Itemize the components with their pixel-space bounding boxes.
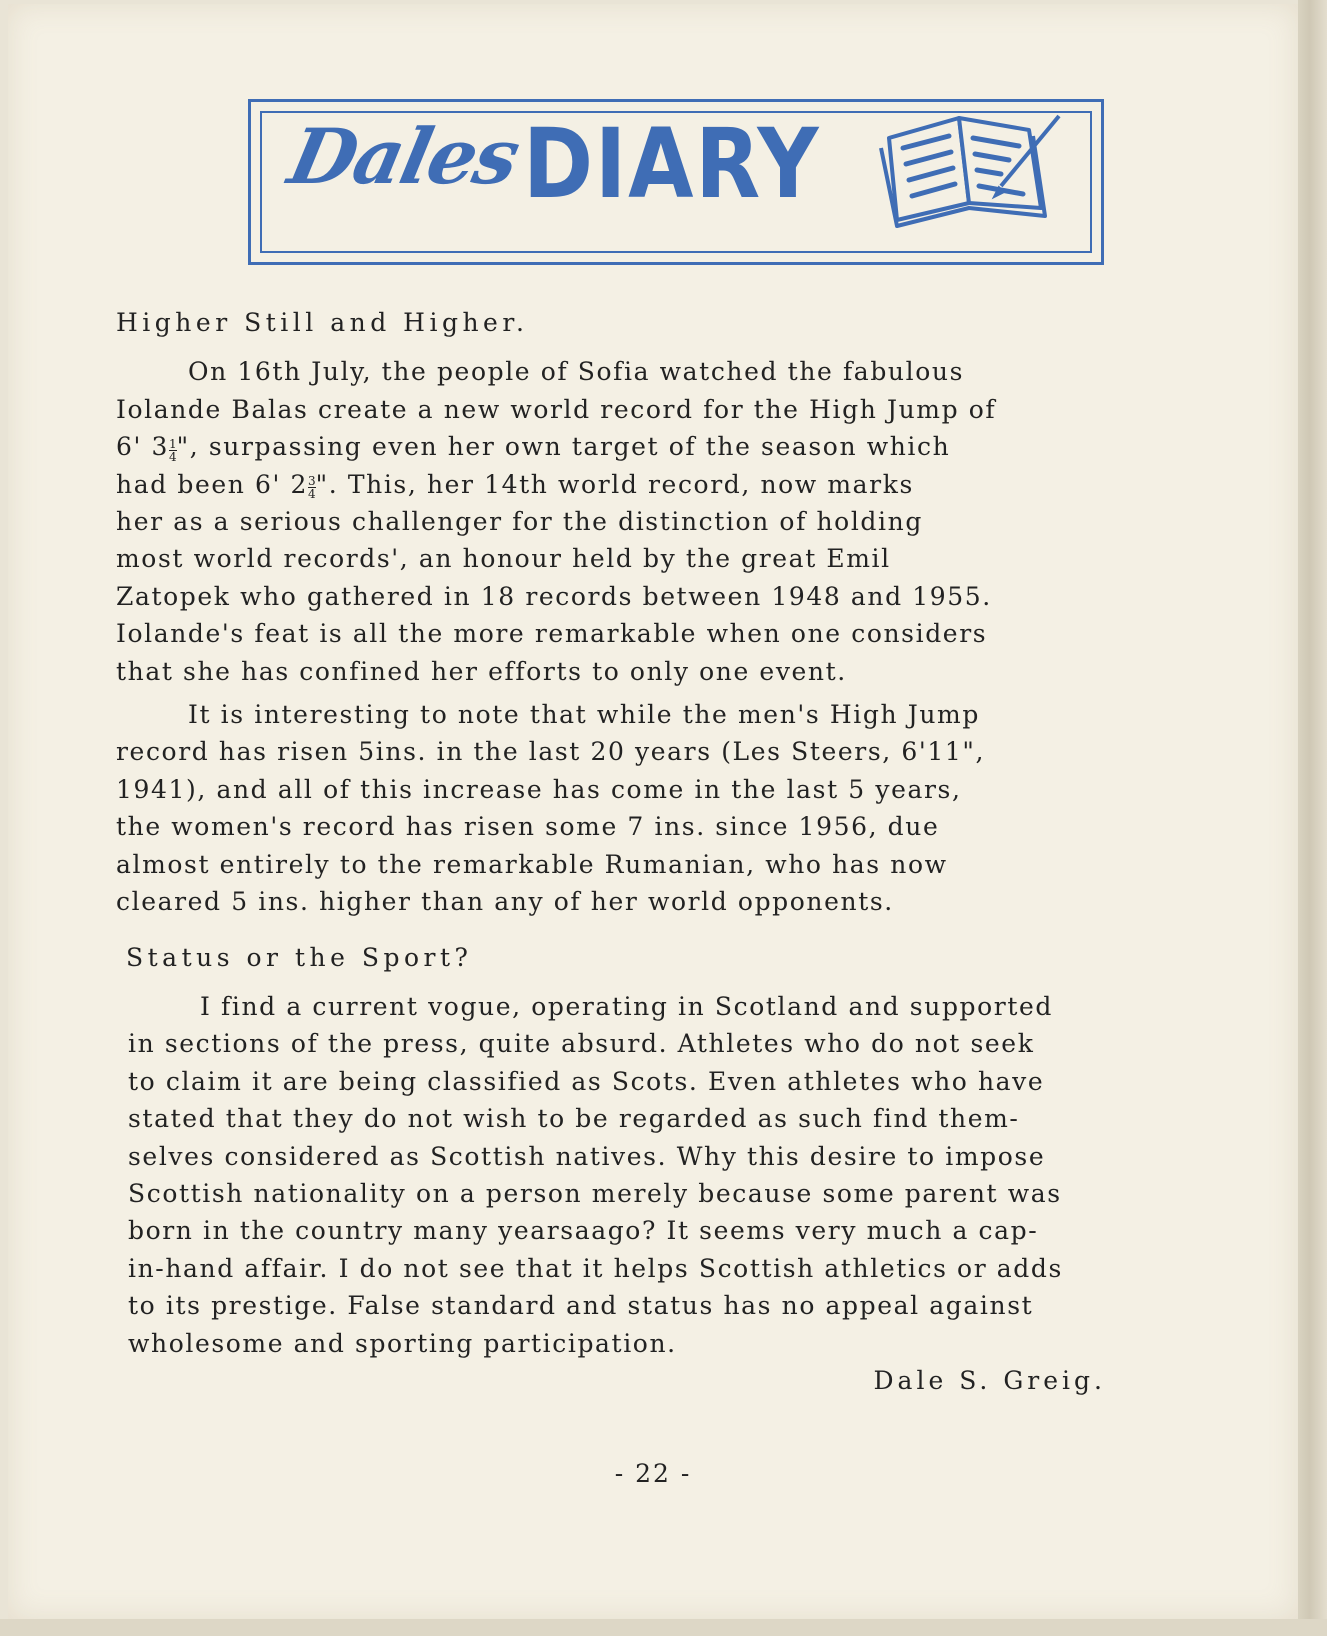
open-book-with-pen-icon [869, 108, 1069, 236]
text-line: selves considered as Scottish natives. Why this desire to impose [128, 1141, 1046, 1171]
text-line: It is interesting to note that while the men's High Jump [188, 700, 980, 730]
text-line: I find a current vogue, operating in Scotland and supported [200, 991, 1053, 1021]
fraction-numerator: 3 [308, 474, 316, 489]
text-line: to its prestige. False standard and status has no appeal against [128, 1291, 1034, 1321]
fraction-numerator: 1 [169, 436, 177, 451]
text-line: On 16th July, the people of Sofia watched the fabulous [188, 357, 964, 387]
text-fragment: ". This, her 14th world record, now marks [315, 469, 914, 499]
text-line: that she has confined her efforts to only one event. [116, 656, 847, 686]
text-line: to claim it are being classified as Scots. Even athletes who have [128, 1066, 1045, 1096]
text-line: Scottish nationality on a person merely because some parent was [128, 1178, 1062, 1208]
text-line: wholesome and sporting participation. [128, 1328, 677, 1358]
text-line: record has risen 5ins. in the last 20 years (Les Steers, 6'11", [116, 737, 985, 767]
paragraph-scottish-nationality [116, 988, 1176, 1399]
author-signature: Dale S. Greig. [873, 1365, 1106, 1395]
dales-diary-banner [248, 99, 1104, 265]
article-body [116, 304, 1176, 1405]
text-fragment: had been 6' 2 [116, 469, 309, 499]
text-line: the women's record has risen some 7 ins. since 1956, due [116, 812, 940, 842]
text-fragment: 6' 3 [116, 432, 170, 462]
text-line: Iolande's feat is all the more remarkable when one considers [116, 619, 988, 649]
text-line: stated that they do not wish to be regarded as such find them- [128, 1104, 1020, 1134]
text-line: Zatopek who gathered in 18 records between 1948 and 1955. [116, 581, 992, 611]
logo-script-text: Dales [281, 112, 526, 201]
text-line: 1941), and all of this increase has come in the last 5 years, [116, 774, 962, 804]
section-heading-status: Status or the Sport? [126, 942, 473, 972]
text-line: in sections of the press, quite absurd. Athletes who do not seek [128, 1029, 1035, 1059]
text-line: born in the country many yearsaago? It seems very much a cap- [128, 1216, 1039, 1246]
text-line [116, 428, 1176, 465]
logo-block-text: DIARY [523, 108, 821, 220]
text-line: her as a serious challenger for the distinction of holding [116, 507, 923, 537]
fraction-denominator: 4 [169, 449, 177, 464]
fraction-denominator: 4 [308, 487, 316, 502]
paragraph-high-jump-comparison [116, 696, 1176, 920]
fraction [308, 475, 316, 500]
section-heading-higher: Higher Still and Higher. [116, 308, 529, 337]
text-line: cleared 5 ins. higher than any of her world opponents. [116, 887, 894, 917]
page-sheet [8, 4, 1298, 1619]
page-number: - 22 - [614, 1459, 692, 1488]
text-line: Iolande Balas create a new world record for the High Jump of [116, 394, 997, 424]
stacked-page-edge [1298, 0, 1327, 1636]
fraction [169, 438, 177, 463]
page-bottom-edge [0, 1619, 1327, 1636]
text-line: almost entirely to the remarkable Rumanian, who has now [116, 849, 948, 879]
text-line: most world records', an honour held by the great Emil [116, 544, 891, 574]
paragraph-balas-record [116, 353, 1176, 690]
text-line [116, 466, 1176, 503]
text-line: in-hand affair. I do not see that it helps Scottish athletics or adds [128, 1253, 1063, 1283]
text-fragment: ", surpassing even her own target of the season which [176, 432, 951, 462]
